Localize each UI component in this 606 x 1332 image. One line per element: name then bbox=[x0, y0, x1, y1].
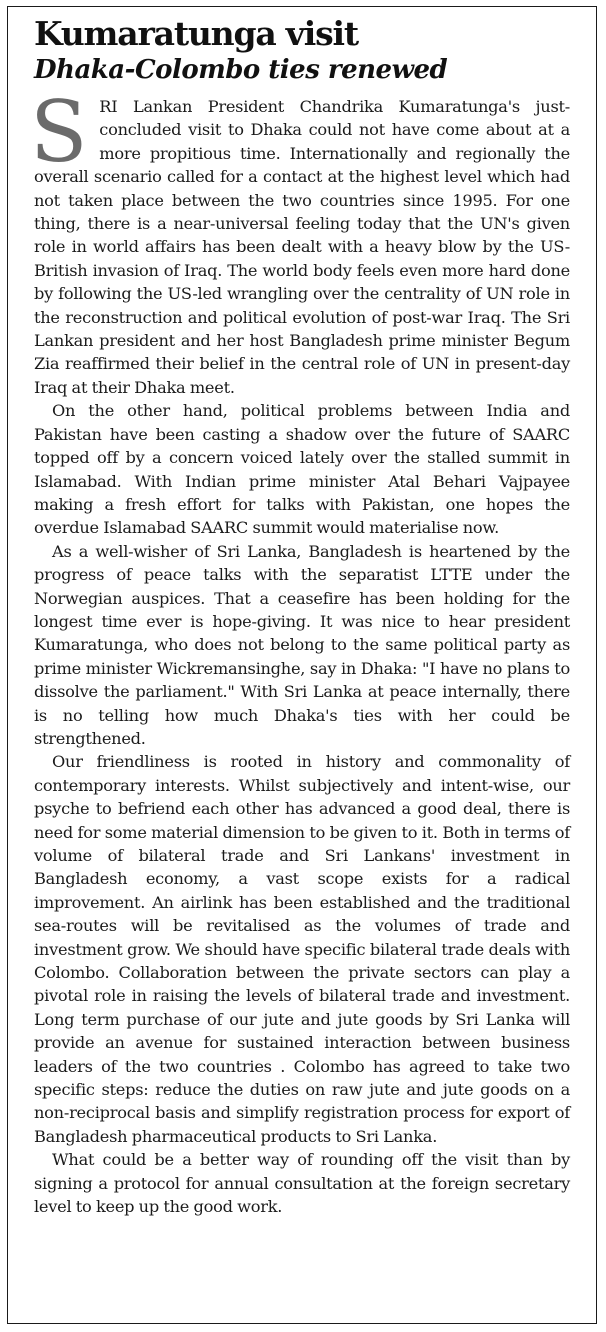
paragraph-4: Our friendliness is rooted in history and commonality of contemporary interests. Whilst subjectively and intent-wise, our psyche to befriend each other has advanced a good deal, there is need for some material dimension to be given to it. Both in terms of volume of bilateral trade and Sri Lankans' investment in Bangladesh economy, a vast scope exists for a radical improvement. An airlink has been established and the traditional sea-routes will be revitalised as the volumes of trade and investment grow. We should have specific bilateral trade deals with Colombo. Collaboration between the private sectors can play a pivotal role in raising the levels of bilateral trade and investment. Long term purchase of our jute and jute goods by Sri Lanka will provide an avenue for sustained interaction between business leaders of the two countries . Colombo has agreed to take two specific steps: reduce the duties on raw jute and jute goods on a non-reciprocal basis and simplify registration process for export of Bangladesh pharmaceutical products to Sri Lanka. bbox=[34, 752, 570, 1146]
article-body bbox=[30, 83, 570, 1219]
headline: Kumaratunga visit bbox=[34, 14, 358, 53]
paragraph-3: As a well-wisher of Sri Lanka, Bangladesh is heartened by the progress of peace talks with the separatist LTTE under the Norwegian auspices. That a ceasefire has been holding for the longest time ever is hope-giving. It was nice to hear president Kumaratunga, who does not belong to the same political party as prime minister Wickremansinghe, say in Dhaka: "I have no plans to dissolve the parliament." With Sri Lanka at peace internally, there is no telling how much Dhaka's ties with her could be strengthened. bbox=[34, 541, 570, 748]
article-frame bbox=[7, 6, 597, 1324]
paragraph-2: On the other hand, political problems between India and Pakistan have been casting a shadow over the future of SAARC topped off by a concern voiced lately over the stalled summit in Islamabad. With Indian prime minister Atal Behari Vajpayee making a fresh effort for talks with Pakistan, one hopes the overdue Islamabad SAARC summit would materialise now. bbox=[34, 401, 570, 538]
paragraph-5: What could be a better way of rounding off the visit than by signing a protocol for annual consultation at the foreign secretary level to keep up the good work. bbox=[34, 1150, 570, 1217]
subheadline: Dhaka-Colombo ties renewed bbox=[34, 55, 448, 85]
drop-cap: S bbox=[30, 83, 88, 181]
paragraph-1-text: RI Lankan President Chandrika Kumaratunga's just-concluded visit to Dhaka could not have come about at a more propitious time. Internationally and regionally the overall scenario called for a contact at the highest level which had not taken place between the two countries since 1995. For one thing, there is a near-universal feeling today that the UN's given role in world affairs has been dealt with a heavy blow by the US-British invasion of Iraq. The world body feels even more hard done by following the US-led wrangling over the centrality of UN role in the reconstruction and political evolution of post-war Iraq. The Sri Lankan president and her host Bangladesh prime minister Begum Zia reaffirmed their belief in the central role of UN in present-day Iraq at their Dhaka meet. bbox=[34, 97, 570, 397]
paragraph-1 bbox=[30, 83, 570, 399]
